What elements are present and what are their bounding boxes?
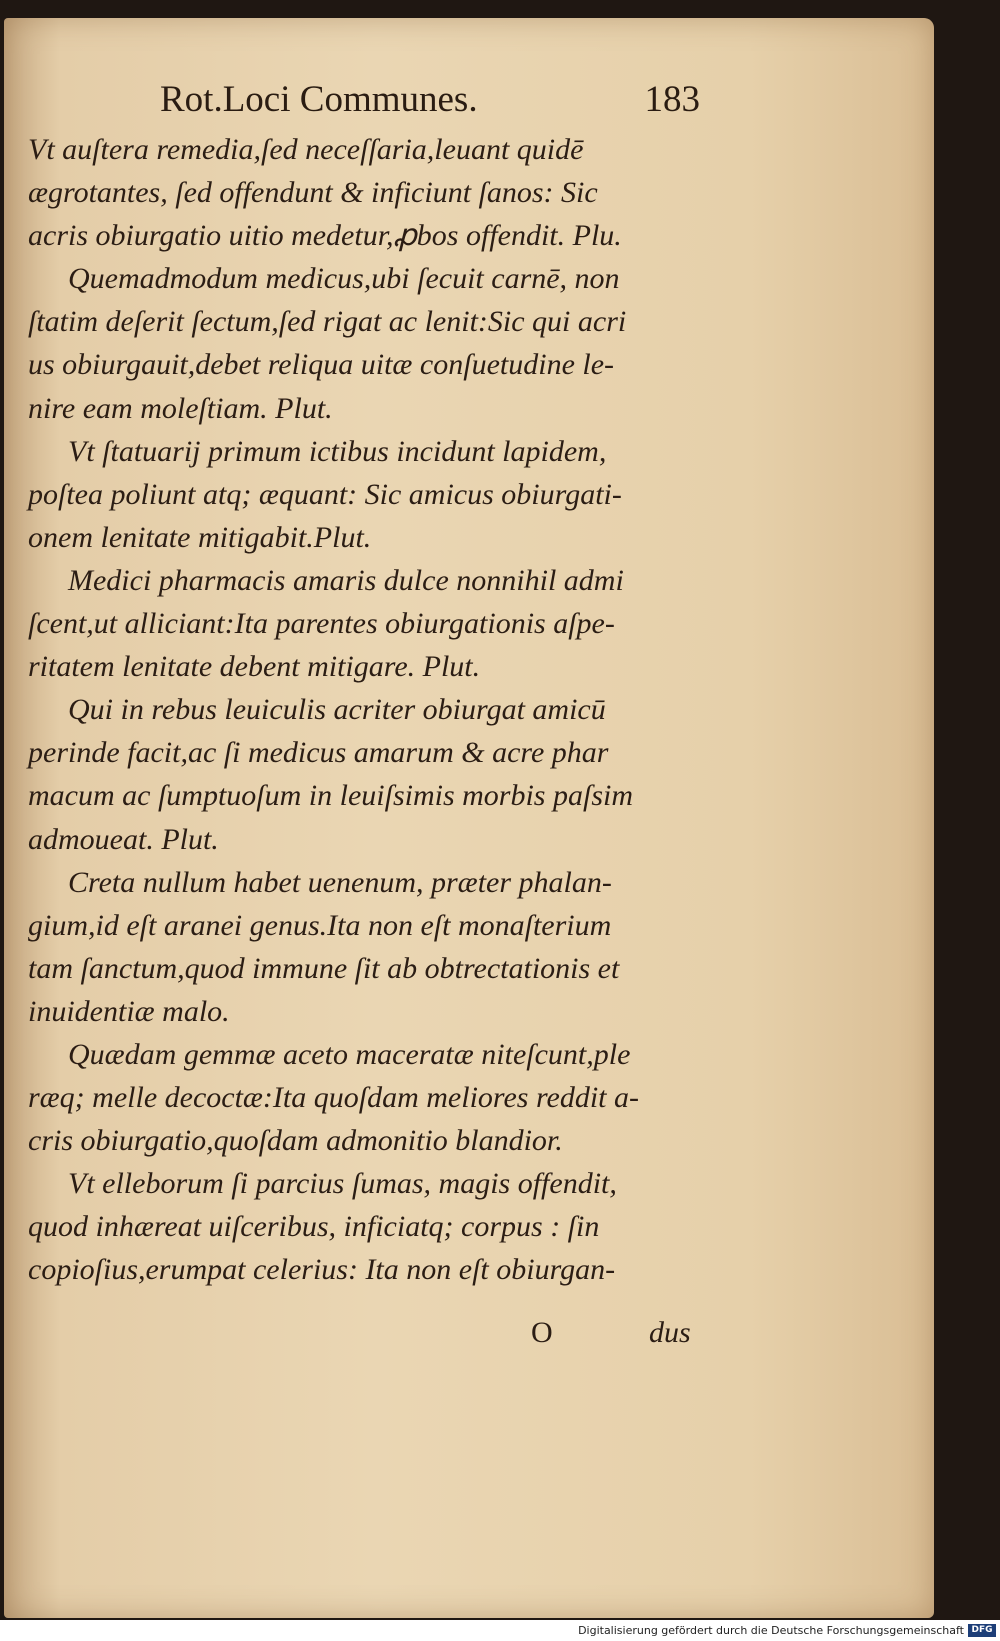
text-line: acris obiurgatio uitio medetur,ꝓbos offendit. Plu. [28,219,622,253]
text-line: perinde facit,ac ſi medicus amarum & acre phar [28,736,609,770]
text-line: us obiurgauit,debet reliqua uitæ conſuetudine le- [28,348,615,382]
text-line: Vt auſtera remedia,ſed neceſſaria,leuant quidē [28,133,584,166]
text-line: ægrotantes, ſed offendunt & inficiunt ſanos: Sic [28,176,598,210]
page-number: 183 [644,79,700,120]
catchword: dus [649,1316,691,1349]
text-line: Medici pharmacis amaris dulce nonnihil admi [68,563,624,597]
text-line: ſcent,ut alliciant:Ita parentes obiurgationis aſpe- [28,607,615,641]
text-line: Vt elleborum ſi parcius ſumas, magis offendit, [68,1167,617,1201]
body-text [28,128,708,1292]
text-line: ſtatim deſerit ſectum,ſed rigat ac lenit:Sic qui acri [28,305,627,339]
text-line: copioſius,erumpat celerius: Ita non eſt obiurgan- [28,1253,616,1287]
text-line: Vt ſtatuarij primum ictibus incidunt lapidem, [68,434,607,468]
page-header [160,78,700,128]
text-line: macum ac ſumptuoſum in leuiſsimis morbis paſsim [28,779,633,813]
text-line: ræq; melle decoctæ:Ita quoſdam meliores reddit a- [28,1081,639,1115]
text-line: Creta nullum habet uenenum, præter phalan- [68,865,612,899]
dfg-logo: DFG [968,1624,996,1637]
signature-mark: O [531,1316,553,1349]
text-line: tam ſanctum,quod immune ſit ab obtrectationis et [28,951,620,985]
text-line: nire eam moleſtiam. Plut. [28,391,333,425]
text-line: gium,id eſt aranei genus.Ita non eſt monaſterium [28,908,612,942]
text-line: Quemadmodum medicus,ubi ſecuit carnē, non [68,262,620,296]
text-line: inuidentiæ malo. [28,994,230,1028]
text-line: cris obiurgatio,quoſdam admonitio blandior. [28,1124,563,1158]
text-line: quod inhæreat uiſceribus, inficiatq; corpus : ſin [28,1210,600,1244]
text-line: poſtea poliunt atq; æquant: Sic amicus obiurgati- [28,477,622,511]
funding-credit: Digitalisierung gefördert durch die Deutsche Forschungsgemeinschaft [578,1624,964,1637]
text-line: ritatem lenitate debent mitigare. Plut. [28,650,481,684]
text-line: onem lenitate mitigabit.Plut. [28,520,372,554]
text-line: Qui in rebus leuiculis acriter obiurgat amicū [68,693,606,727]
running-head: Rot.Loci Communes. [160,79,478,120]
text-line: admoueat. Plut. [28,822,219,856]
text-line: Quædam gemmæ aceto maceratæ niteſcunt,ple [68,1037,631,1071]
